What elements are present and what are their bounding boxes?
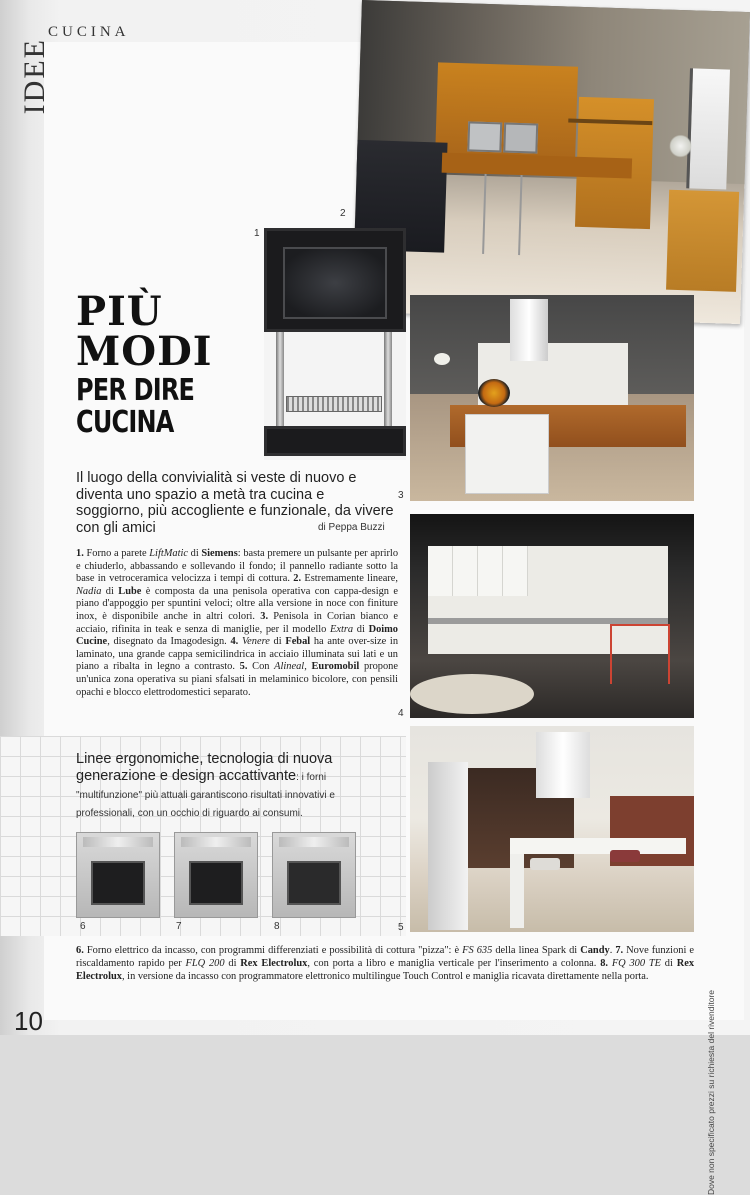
photo-number: 8 — [274, 921, 280, 932]
photo-number: 2 — [340, 208, 346, 219]
body-text: 1. Forno a parete LiftMatic di Siemens: basta premere un pulsante per aprirlo e chiuderlo, abbassando e sollevando il fondo; il pannello radiante sotto la base in vetroceramica velocizza i tempi di cottura. 2. Estremamente lineare, Nadia di Lube è composta da una penisola operativa con cappa-design e piano d'appoggio per spuntini veloci; oltre alla versione in noce con finiture inox, è disponibile anche in altri colori. 3. Penisola in Corian bianco e acciaio, rifinita in teak e senza di maniglie, per il modello Extra di Doimo Cucine, disegnato da Imagodesign. 4. Venere di Febal ha ante over-size in laminato, una grande cappa semicilindrica in acciaio illuminata sui lati e un piano a ribalta in legno a contrasto. 5. Con Alineal, Euromobil propone un'unica zona operativa su piani sfalsati in melaminico bicolore, con pensili opachi e blocco elettrodomestici separato. — [76, 548, 399, 698]
photo-number: 3 — [398, 490, 404, 501]
headline-line: PIÙ — [76, 288, 163, 335]
photo-number: 6 — [80, 921, 86, 932]
photo-oven-6 — [76, 832, 160, 918]
grid-text-body: : i forni "multifunzione" più attuali garantiscono risultati innovativi e professionali, con un occhio di riguardo ai consumi. — [76, 772, 335, 819]
headline-line: CUCINA — [76, 405, 174, 440]
photo-kitchen-4 — [410, 514, 694, 718]
lead-paragraph: Il luogo della convivialità si veste di nuovo e diventa uno spazio a metà tra cucina e soggiorno, più accogliente e funzionale, da vivere con gli amici — [76, 470, 394, 536]
caption-text: 6. Forno elettrico da incasso, con programmi differenziati e possibilità di cottura "pizza": è FS 635 della linea Spark di Candy. 7. Nove funzioni e riscaldamento rapido per FLQ 200 di Rex Electrolux, con porta a libro e maniglia verticale per l'inserimento a colonna. 8. FQ 300 TE di Rex Electrolux, in versione da incasso con programmatore elettronico multilingue Touch Control e maniglia ricavata direttamente nella porta. — [76, 945, 695, 982]
section-cucina: CUCINA — [48, 24, 130, 40]
byline: di Peppa Buzzi — [318, 522, 385, 533]
photo-kitchen-main — [352, 0, 750, 324]
photo-number: 1 — [254, 228, 260, 239]
section-idee: IDEE — [18, 38, 51, 115]
photo-kitchen-5 — [410, 726, 694, 932]
photo-oven-8 — [272, 832, 356, 918]
photo-kitchen-3 — [410, 295, 694, 501]
headline-line: MODI — [76, 328, 213, 375]
headline-line: PER DIRE — [76, 373, 195, 408]
headline — [76, 288, 224, 440]
grid-title: Linee ergonomiche, tecnologia di nuova generazione e design accattivante: i forni "multifunzione" più attuali garantiscono risultati innovativi e professionali, con un occhio di riguardo ai consumi. — [76, 751, 335, 819]
photo-number: 7 — [176, 921, 182, 932]
photo-oven-7 — [174, 832, 258, 918]
page-number: 10 — [14, 1006, 43, 1036]
photo-oven-liftmatic — [264, 228, 406, 460]
photo-number: 4 — [398, 708, 404, 719]
photo-number: 5 — [398, 922, 404, 933]
side-note: Dove non specificato prezzi su richiesta del rivenditore — [706, 990, 716, 1195]
